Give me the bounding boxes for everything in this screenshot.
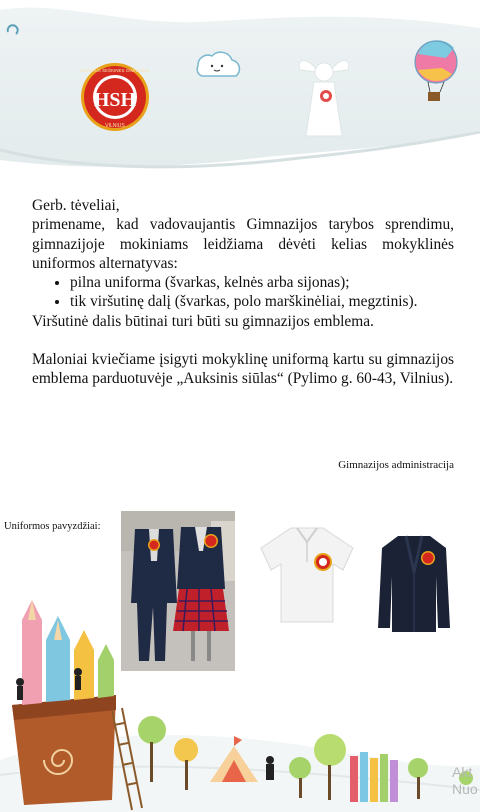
signature: Gimnazijos administracija (338, 459, 454, 471)
books-icon (350, 752, 398, 802)
polo-shirt-photo (257, 520, 357, 630)
intro-paragraph: primename, kad vadovaujantis Gimnazijos tarybos sprendimu, gimnazijoje mokiniams leidžiama dėvėti kelias mokyklinės uniformos alternatyvas: (32, 216, 454, 272)
svg-text:HSH: HSH (93, 89, 137, 111)
uniform-options-list (32, 273, 454, 312)
full-uniform-photo (121, 511, 235, 671)
pencil-pot-icon (12, 600, 116, 805)
cardigan-photo (376, 532, 452, 638)
svg-text:VILNIAUS ŠEŠKINĖS GIMNAZIJA: VILNIAUS ŠEŠKINĖS GIMNAZIJA (80, 68, 150, 73)
letter-body (32, 196, 454, 389)
svg-text:VILNIUS: VILNIUS (105, 123, 125, 129)
greeting: Gerb. tėveliai, (32, 197, 120, 214)
uniforms-label: Uniformos pavyzdžiai: (4, 521, 101, 532)
activation-watermark: Akt Nuo (452, 764, 478, 797)
header-banner (0, 0, 480, 180)
list-item: • tik viršutinę dalį (švarkas, polo marškinėliai, megztinis). (70, 292, 454, 311)
emblem-note: Viršutinė dalis būtinai turi būti su gimnazijos emblema. (32, 312, 374, 330)
person-icon (266, 756, 274, 780)
invitation-paragraph: Maloniai kviečiame įsigyti mokyklinę uniformą kartu su gimnazijos emblema parduotuvėje „Auksinis siūlas“ (Pylimo g. 60-43, Vilnius). (32, 351, 454, 388)
list-item: • pilna uniforma (švarkas, kelnės arba sijonas); (70, 273, 454, 292)
